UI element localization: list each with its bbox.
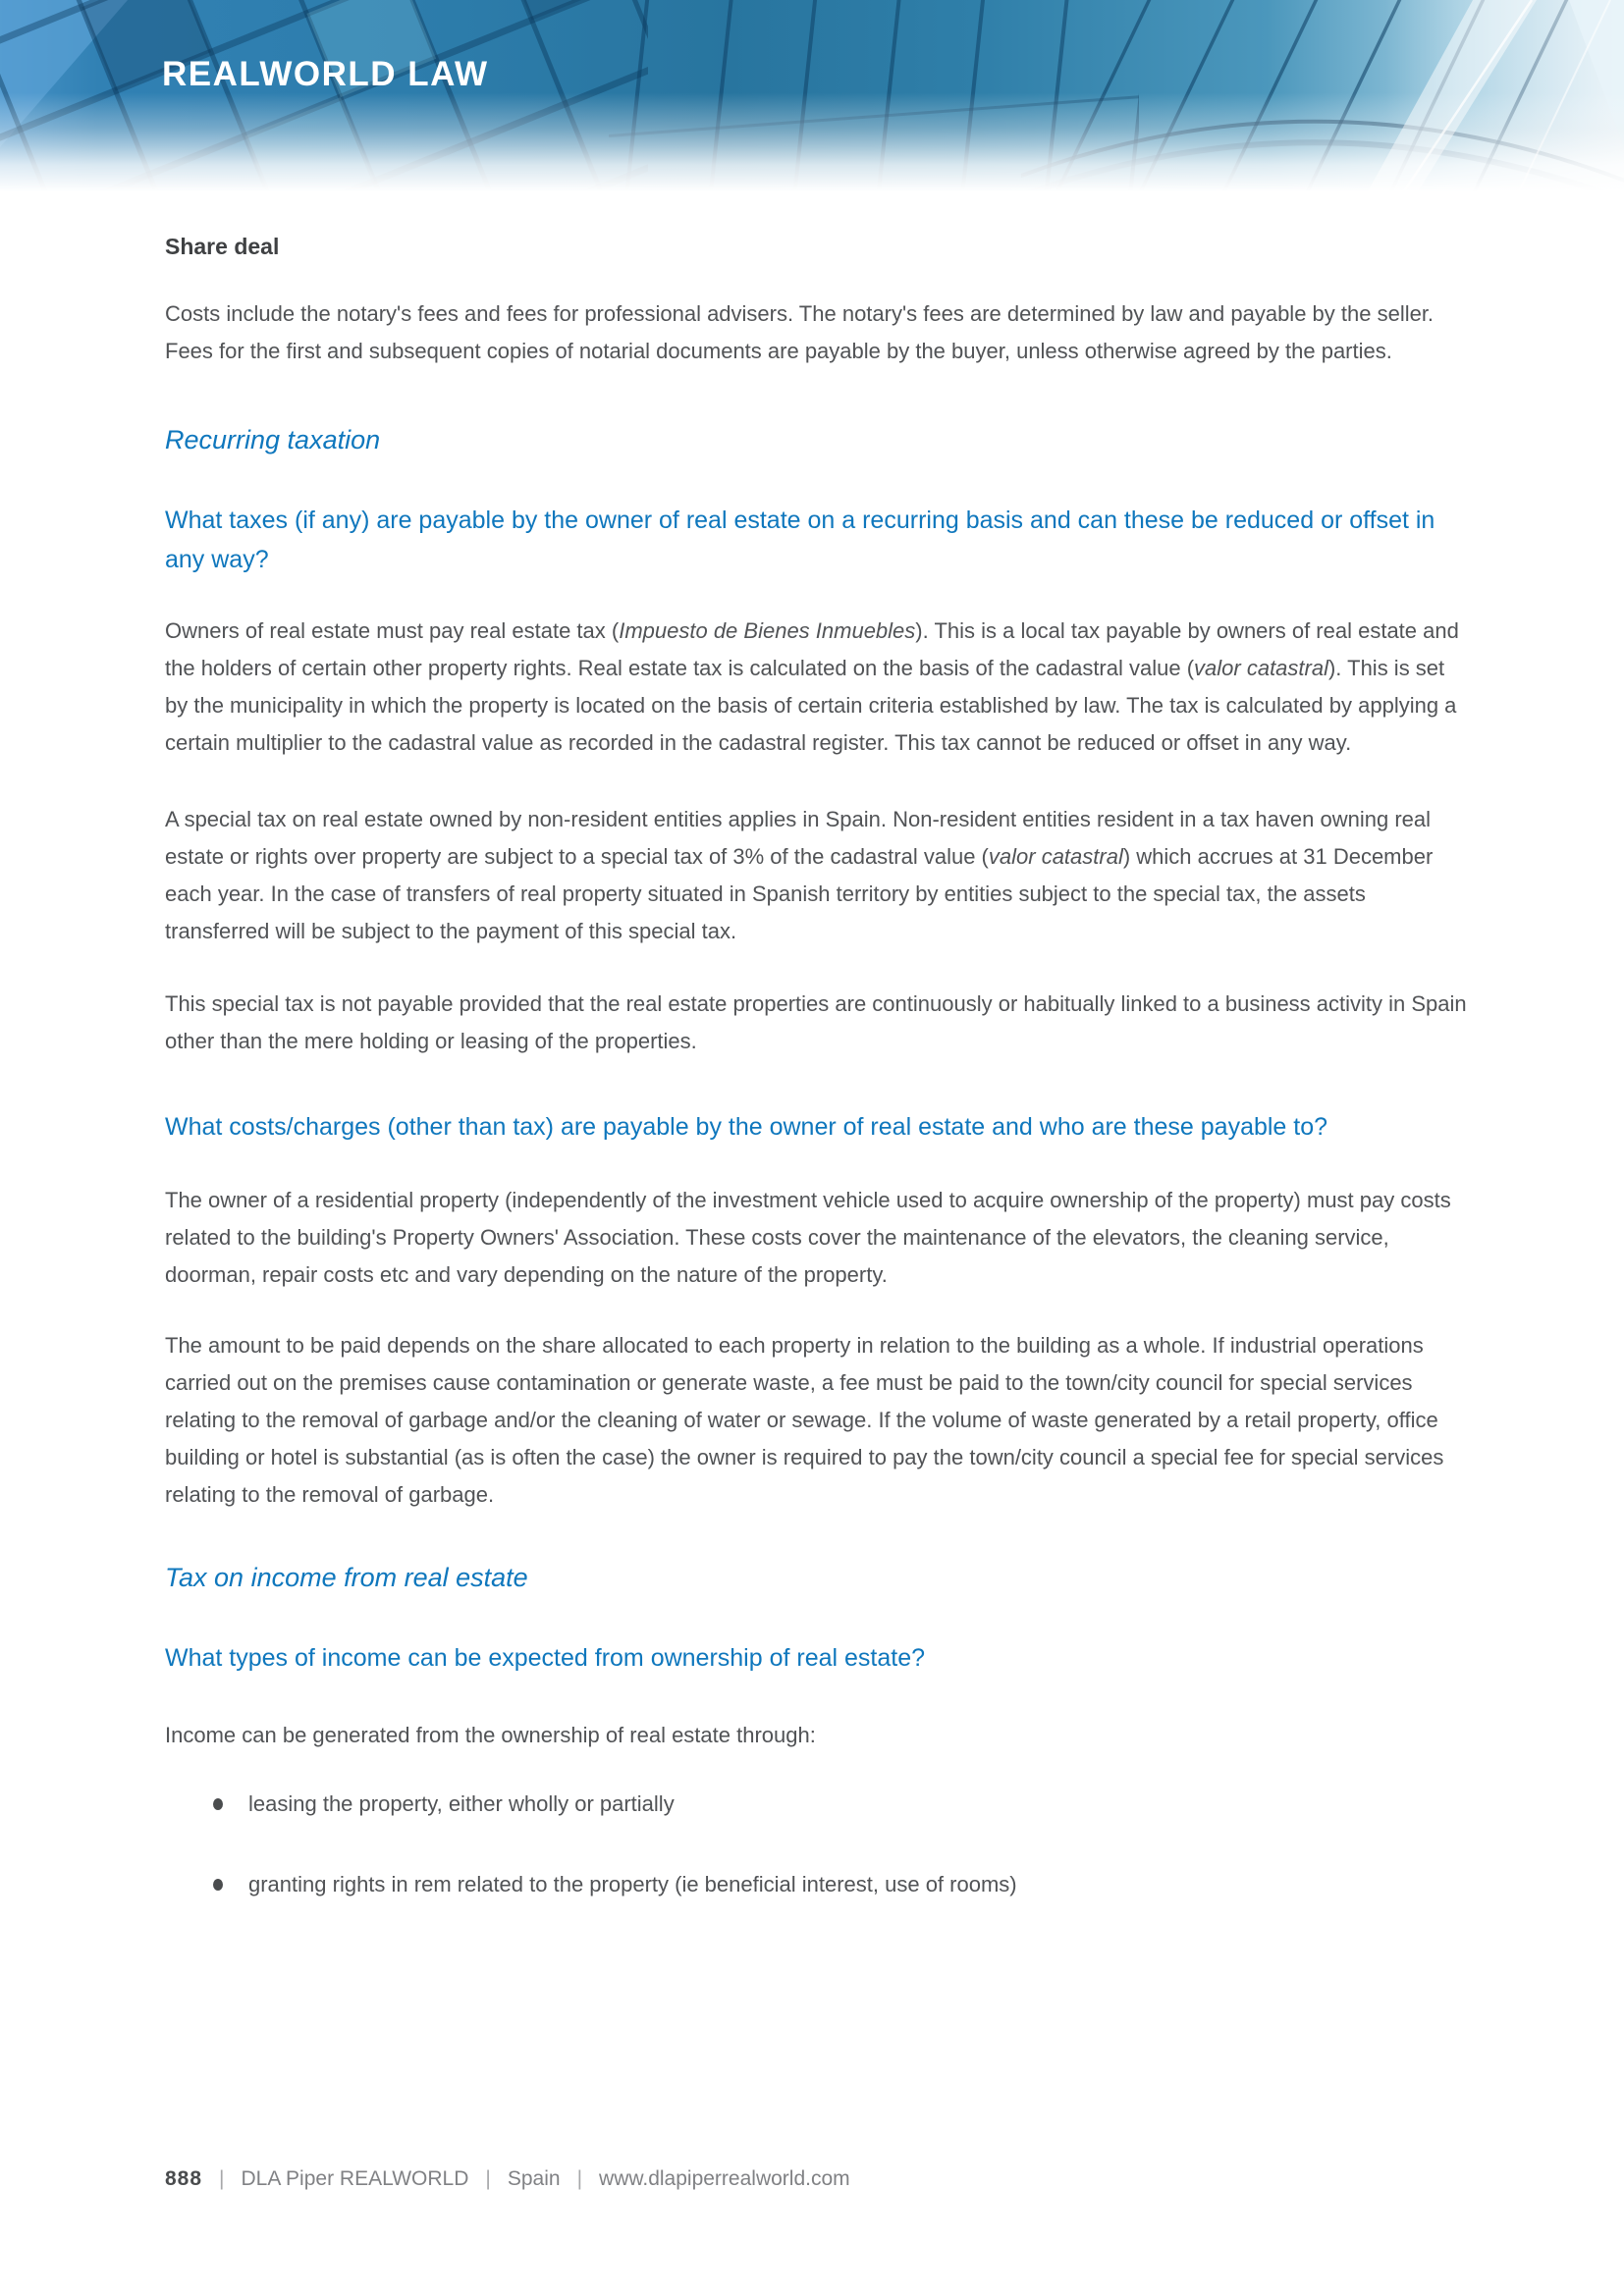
- footer-country: Spain: [507, 2167, 561, 2190]
- paragraph-share-allocated: The amount to be paid depends on the share allocated to each property in relation to the building as a whole. If industrial operations carried out on the premises cause contamination or generate waste, a fee must be paid to the town/city council for special services relating to the removal of garbage and/or the cleaning of water or sewage. If the volume of waste generated by a retail property, office building or hotel is substantial (as is often the case) the owner is required to pay the town/city council a special fee for special services relating to the removal of garbage.: [165, 1333, 1444, 1507]
- header-banner: [0, 0, 1624, 206]
- paragraph-real-estate-tax: Owners of real estate must pay real estate tax (Impuesto de Bienes Inmuebles). This is a local tax payable by owners of real estate and the holders of certain other property rights. Real estate tax is calculated on the basis of the cadastral value (valor catastral). This is set by the municipality in which the property is located on the basis of certain criteria established by law. The tax is calculated by applying a certain multiplier to the cadastral value as recorded in the cadastral register. This tax cannot be reduced or offset in any way.: [165, 618, 1459, 755]
- document-body: [165, 234, 1471, 1903]
- footer-separator: |: [219, 2167, 225, 2190]
- tax-on-income-heading: Tax on income from real estate: [165, 1563, 528, 1592]
- share-deal-heading: Share deal: [165, 234, 280, 259]
- paragraph-special-tax: A special tax on real estate owned by non-resident entities applies in Spain. Non-resident entities resident in a tax haven owning real estate or rights over property are subject to a special tax of 3% of the cadastral value (valor catastral) which accrues at 31 December each year. In the case of transfers of real property situated in Spanish territory by entities subject to the special tax, the assets transferred will be subject to the payment of this special tax.: [165, 807, 1434, 943]
- footer-separator: |: [576, 2167, 583, 2190]
- share-deal-paragraph: Costs include the notary's fees and fees for professional advisers. The notary's fees are determined by law and payable by the seller. Fees for the first and subsequent copies of notarial documents are payable by the buyer, unless otherwise agreed by the parties.: [165, 301, 1435, 363]
- recurring-taxation-heading: Recurring taxation: [165, 425, 381, 454]
- income-intro-paragraph: Income can be generated from the ownership of real estate through:: [165, 1723, 816, 1747]
- footer-website[interactable]: www.dlapiperrealworld.com: [599, 2167, 850, 2190]
- page-footer: [165, 2167, 850, 2191]
- list-item: leasing the property, either wholly or partially: [165, 1786, 1471, 1823]
- paragraph-owners-association: The owner of a residential property (independently of the investment vehicle used to acquire ownership of the property) must pay costs related to the building's Property Owners' Association. These costs cover the maintenance of the elevators, the cleaning service, doorman, repair costs etc and vary depending on the nature of the property.: [165, 1188, 1451, 1287]
- paragraph-special-tax-exemption: This special tax is not payable provided that the real estate properties are continuously or habitually linked to a business activity in Spain other than the mere holding or leasing of the properties.: [165, 991, 1467, 1053]
- list-item: granting rights in rem related to the property (ie beneficial interest, use of rooms): [165, 1866, 1471, 1903]
- glass-building-image: [0, 0, 1624, 206]
- footer-brand: DLA Piper REALWORLD: [241, 2167, 469, 2190]
- income-bullet-list: [165, 1786, 1471, 1903]
- question-recurring-taxes: What taxes (if any) are payable by the owner of real estate on a recurring basis and can these be reduced or offset in any way?: [165, 507, 1435, 573]
- question-costs-charges: What costs/charges (other than tax) are payable by the owner of real estate and who are these payable to?: [165, 1113, 1328, 1141]
- footer-separator: |: [485, 2167, 491, 2190]
- page-title: REALWORLD LAW: [162, 55, 489, 93]
- question-income-types: What types of income can be expected from ownership of real estate?: [165, 1644, 926, 1672]
- page-number: 888: [165, 2167, 203, 2190]
